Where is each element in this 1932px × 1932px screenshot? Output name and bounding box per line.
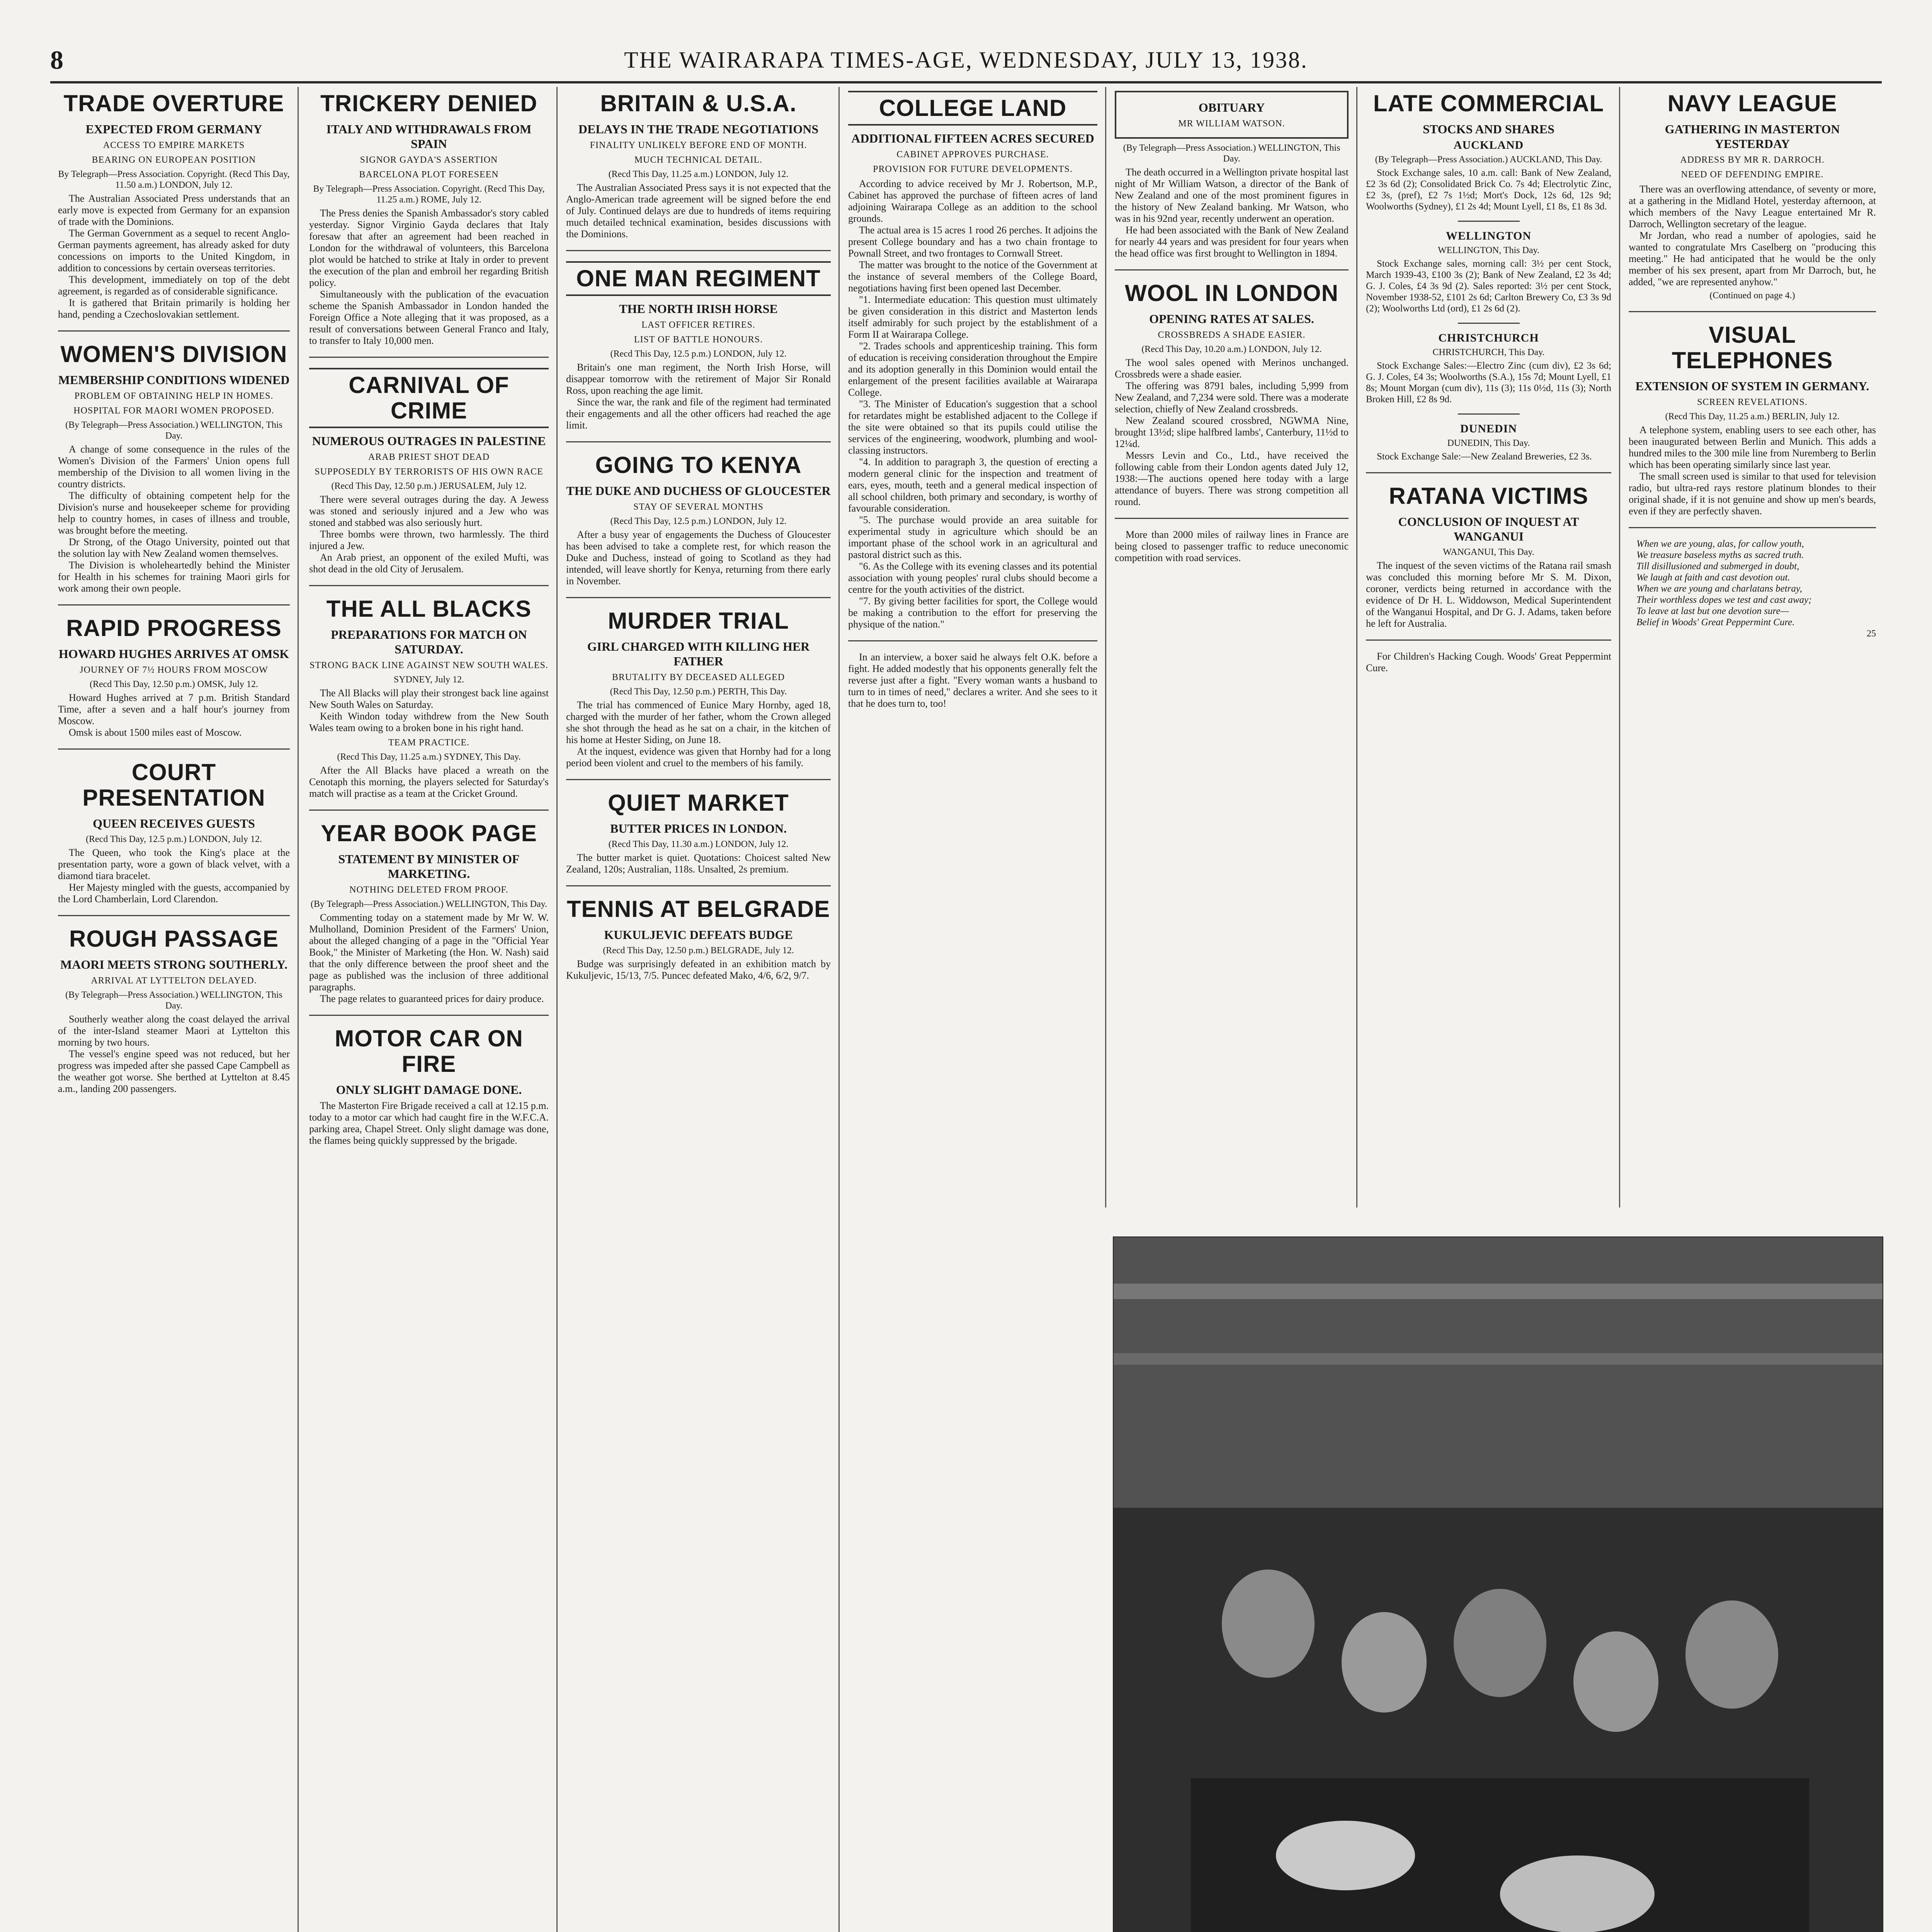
article-paragraph: Since the war, the rank and file of the regiment had terminated their engagements and all the other officers had reached the age limit. bbox=[566, 396, 831, 431]
article-paragraph: There were several outrages during the day. A Jewess was stoned and seriously injured and a Jew who was stoned and stabbed was also seriously hurt. bbox=[309, 494, 549, 528]
headline-motor-car-on-fire: MOTOR CAR ON FIRE bbox=[335, 1026, 523, 1077]
article-paragraph: "7. By giving better facilities for sport, the College would be making a contribution to the effort for preserving the physique of the nation." bbox=[848, 595, 1097, 630]
article-paragraph: Commenting today on a statement made by Mr W. W. Mulholland, Dominion President of the Farmers' Union, about the alleged changing of a page in the "Official Year Book," the Minister of Marketing (the Hon. W. Nash) said that the only difference between the proof sheet and the page as published was the inclusion of three additional paragraphs. bbox=[309, 912, 549, 993]
market-report: Stock Exchange Sale:—New Zealand Breweries, £2 3s. bbox=[1377, 451, 1592, 462]
byline: (Recd This Day, 12.5 p.m.) LONDON, July 12. bbox=[610, 349, 787, 359]
headline-carnival-of-crime: CARNIVAL OF CRIME bbox=[309, 368, 549, 428]
byline: (Recd This Day, 12.5 p.m.) LONDON, July 12. bbox=[610, 516, 787, 526]
article-paragraph: The Division is wholeheartedly behind the Minister for Health in his schemes for training Maori girls for work among their own people. bbox=[58, 560, 290, 594]
article-paragraph: A telephone system, enabling users to see each other, has been inaugurated between Berlin and Munich. This adds a hundred miles to the 300 mile line from Nuremberg to Berlin which has been operating similarly since last year. bbox=[1629, 424, 1876, 470]
article-paragraph: The wool sales opened with Merinos unchanged. Crossbreds were a shade easier. bbox=[1115, 357, 1349, 380]
column-2 bbox=[309, 87, 549, 1146]
article-paragraph: Messrs Levin and Co., Ltd., have received the following cable from their London agents dated July 12, 1938:—The auctions opened here today with a large attendance of buyers. There was strong competition all round. bbox=[1115, 450, 1349, 507]
column-5 bbox=[1115, 87, 1349, 564]
article-paragraph: "2. Trades schools and apprenticeship training. This form of education is receiving consideration throughout the Empire and its adoption generally in this Dominion would entail the enlargement of the present facilities available at Wairarapa College. bbox=[848, 340, 1097, 398]
article-paragraph: A change of some consequence in the rules of the Women's Division of the Farmers' Union opens full membership of the Division to all women living in the country districts. bbox=[58, 444, 290, 490]
column-rule bbox=[298, 87, 299, 1932]
filler-paragraph: In an interview, a boxer said he always felt O.K. before a fight. He added modestly that his opponents generally felt the reverse just after a fight. "Every woman wants a husband to turn to in times of need," declares a writer. And she sees to it that he does turn to, too! bbox=[848, 651, 1097, 709]
deck: PREPARATIONS FOR MATCH ON SATURDAY. bbox=[331, 628, 527, 656]
article-paragraph: The All Blacks will play their strongest back line against New South Wales on Saturday. bbox=[309, 687, 549, 710]
deck: DELAYS IN THE TRADE NEGOTIATIONS bbox=[578, 122, 819, 136]
byline: (By Telegraph—Press Association.) WELLINGTON, This Day. bbox=[65, 420, 282, 441]
headline-wool-in-london: WOOL IN LONDON bbox=[1125, 280, 1338, 306]
byline: By Telegraph—Press Association. Copyright. (Recd This Day, 11.50 a.m.) LONDON, July 12. bbox=[58, 169, 290, 190]
obituary-box bbox=[1115, 91, 1349, 139]
market-report: Stock Exchange sales, 10 a.m. call: Bank of New Zealand, £2 3s 6d (2); Consolidated Brick Co. 7s 4d; Electrolytic Zinc, £2 3s, (pref), £2 7s 1½d; Mort's Dock, 12s 6d, 12s 9d; Woolworths (Sydney), £1 2s 4d; Mount Lyell, £1 8s, £1 8s 3d. bbox=[1366, 168, 1611, 212]
article-paragraph: "6. As the College with its evening classes and its potential association with young peoples' rural clubs should become a centre for the youth activities of the district. bbox=[848, 561, 1097, 595]
byline: By Telegraph—Press Association. Copyright. (Recd This Day, 11.25 a.m.) ROME, July 12. bbox=[313, 184, 545, 205]
subdeck: HOSPITAL FOR MAORI WOMEN PROPOSED. bbox=[73, 406, 274, 416]
continued-note: (Continued on page 4.) bbox=[1709, 291, 1795, 301]
article-paragraph: The matter was brought to the notice of the Government at the instance of several members of the College Board, negotiations having first been opened last December. bbox=[848, 259, 1097, 294]
article-paragraph: It is gathered that Britain primarily is holding her hand, pending a Czechoslovakian settlement. bbox=[58, 297, 290, 320]
byline: (Recd This Day, 11.25 a.m.) BERLIN, July 12. bbox=[1665, 412, 1840, 422]
subdeck: SIGNOR GAYDA'S ASSERTION bbox=[360, 155, 498, 165]
headline-murder-trial: MURDER TRIAL bbox=[608, 608, 789, 634]
article-paragraph: The death occurred in a Wellington private hospital last night of Mr William Watson, a director of the Bank of New Zealand and one of the most prominent figures in the history of New Zealand banking. Mr Watson, who was in his 92nd year, recently underwent an operation. bbox=[1115, 167, 1349, 224]
poem-line: We laugh at faith and cast devotion out. bbox=[1636, 572, 1790, 583]
deck: NUMEROUS OUTRAGES IN PALESTINE bbox=[312, 434, 546, 448]
article-paragraph: The actual area is 15 acres 1 rood 26 perches. It adjoins the present College boundary and has a two chain frontage to Pownall Street, and two frontages to Cornwall Street. bbox=[848, 224, 1097, 259]
market-title-christchurch: CHRISTCHURCH bbox=[1438, 332, 1539, 344]
byline: (By Telegraph—Press Association.) WELLINGTON, This Day. bbox=[310, 899, 548, 909]
byline: (Recd This Day, 11.30 a.m.) LONDON, July 12. bbox=[608, 839, 789, 849]
deck: THE NORTH IRISH HORSE bbox=[619, 302, 778, 316]
article-paragraph: The Queen, who took the King's place at the presentation party, wore a gown of black velvet, with a diamond tiara bracelet. bbox=[58, 847, 290, 881]
subdeck: BEARING ON EUROPEAN POSITION bbox=[92, 155, 256, 165]
byline: (Recd This Day, 11.25 a.m.) SYDNEY, This Day. bbox=[337, 752, 521, 762]
subdeck: ARRIVAL AT LYTTELTON DELAYED. bbox=[91, 976, 257, 986]
market-title-wellington: WELLINGTON bbox=[1446, 230, 1532, 242]
deck: GIRL CHARGED WITH KILLING HER FATHER bbox=[587, 639, 810, 668]
obituary-label: OBITUARY bbox=[1198, 100, 1265, 114]
article-paragraph: New Zealand scoured crossbred, NGWMA Nine, brought 13½d; slipe halfbred lambs', Canterbury, 11½d to 12¼d. bbox=[1115, 415, 1349, 449]
subdeck: CABINET APPROVES PURCHASE. bbox=[896, 150, 1049, 160]
subdeck: JOURNEY OF 7½ HOURS FROM MOSCOW bbox=[80, 665, 268, 675]
subdeck: CROSSBREDS A SHADE EASIER. bbox=[1158, 330, 1306, 340]
headline-navy-league: NAVY LEAGUE bbox=[1667, 90, 1837, 116]
byline: SYDNEY, July 12. bbox=[393, 675, 464, 685]
article-paragraph: The German Government as a sequel to recent Anglo-German payments agreement, has already asked for duty concessions on imports to the United Kingdom, in addition to concessions by certain overseas territories. bbox=[58, 228, 290, 274]
article-paragraph: An Arab priest, an opponent of the exiled Mufti, was shot dead in the old City of Jerusalem. bbox=[309, 552, 549, 575]
deck: HOWARD HUGHES ARRIVES AT OMSK bbox=[58, 647, 289, 661]
headline-tennis-at-belgrade: TENNIS AT BELGRADE bbox=[566, 896, 830, 922]
byline: CHRISTCHURCH, This Day. bbox=[1432, 347, 1545, 357]
byline: (By Telegraph—Press Association.) WELLINGTON, This Day. bbox=[65, 990, 282, 1011]
obituary-name: MR WILLIAM WATSON. bbox=[1178, 119, 1285, 129]
subdeck: MUCH TECHNICAL DETAIL. bbox=[634, 155, 763, 165]
article-paragraph: The offering was 8791 bales, including 5,999 from New Zealand, and 7,234 were sold. There was a moderate selection, chiefly of New Zealand crossbreds. bbox=[1115, 380, 1349, 415]
byline: (Recd This Day, 12.50 p.m.) PERTH, This Day. bbox=[610, 687, 787, 697]
subdeck: STRONG BACK LINE AGAINST NEW SOUTH WALES. bbox=[310, 660, 548, 670]
column-1 bbox=[58, 87, 290, 1095]
market-report: Stock Exchange sales, morning call: 3½ per cent Stock, March 1939-43, £100 3s (2); Bank of New Zealand, £2 3s 4d; G. J. Coles, £4 3s 9d (2). Sales reported: 3½ per cent Stock, November 1938-52, £101 2s 6d; Carlton Brewery Co, £3 3s 9d (2); Woolworths Ltd (ord), £1 2s 6d (2). bbox=[1366, 259, 1611, 314]
article-paragraph: "1. Intermediate education: This question must ultimately be given consideration in this district and Masterton lends itself admirably for such project by the establishment of a Form II at Wairarapa College. bbox=[848, 294, 1097, 340]
article-paragraph: "4. In addition to paragraph 3, the question of erecting a modern general clinic for the inspection and treatment of ears, eyes, mouth, teeth and a general medical inspection of all school children, both primary and secondary, is worthy of favourable consideration. bbox=[848, 456, 1097, 514]
article-paragraph: Her Majesty mingled with the guests, accompanied by the Lord Chamberlain, Lord Clarendon. bbox=[58, 882, 290, 905]
byline: (Recd This Day, 12.50 p.m.) BELGRADE, July 12. bbox=[603, 946, 794, 956]
deck: ONLY SLIGHT DAMAGE DONE. bbox=[336, 1083, 522, 1097]
byline: (Recd This Day, 12.50 p.m.) OMSK, July 12. bbox=[90, 679, 258, 689]
article-paragraph: Budge was surprisingly defeated in an exhibition match by Kukuljevic, 15/13, 7/5. Puncec defeated Mako, 4/6, 6/2, 9/7. bbox=[566, 958, 831, 981]
article-paragraph: The inquest of the seven victims of the Ratana rail smash was concluded this morning before Mr S. M. Dixon, coroner, verdicts being returned in accordance with the evidence of Dr H. L. Widdowson, Medical Superintendent of the Wanganui Hospital, and Dr G. J. Adams, taken before he left for Australia. bbox=[1366, 560, 1611, 629]
deck: GATHERING IN MASTERTON YESTERDAY bbox=[1665, 122, 1840, 151]
poem-line: We treasure baseless myths as sacred truth. bbox=[1636, 550, 1804, 560]
byline: (Recd This Day, 11.25 a.m.) LONDON, July 12. bbox=[608, 169, 789, 179]
deck: ITALY AND WITHDRAWALS FROM SPAIN bbox=[326, 122, 532, 151]
article-paragraph: Southerly weather along the coast delayed the arrival of the inter-Island steamer Maori at Lyttelton this morning by two hours. bbox=[58, 1014, 290, 1048]
subdeck: NEED OF DEFENDING EMPIRE. bbox=[1681, 170, 1824, 180]
article-paragraph: Keith Windon today withdrew from the New South Wales team owing to a broken bone in his right hand. bbox=[309, 711, 549, 733]
subdeck: SUPPOSEDLY BY TERRORISTS OF HIS OWN RACE bbox=[315, 467, 543, 477]
article-paragraph: The Masterton Fire Brigade received a call at 12.15 p.m. today to a motor car which had caught fire in the W.F.C.A. parking area, Chapel Street. Only slight damage was done, the flames being quickly suppressed by the brigade. bbox=[309, 1100, 549, 1146]
deck: MEMBERSHIP CONDITIONS WIDENED bbox=[58, 373, 290, 387]
column-6 bbox=[1366, 87, 1611, 674]
subdeck: LAST OFFICER RETIRES. bbox=[641, 320, 755, 330]
masthead bbox=[50, 39, 1882, 83]
headline-one-man-regiment: ONE MAN REGIMENT bbox=[566, 261, 831, 296]
column-rule bbox=[1105, 87, 1106, 1208]
byline: (Recd This Day, 12.50 p.m.) JERUSALEM, July 12. bbox=[331, 481, 527, 491]
headline-late-commercial: LATE COMMERCIAL bbox=[1373, 90, 1604, 116]
column-rule bbox=[838, 87, 840, 1932]
photo-pilgrims bbox=[1113, 1236, 1883, 1932]
byline: DUNEDIN, This Day. bbox=[1447, 438, 1530, 448]
article-paragraph: The trial has commenced of Eunice Mary Hornby, aged 18, charged with the murder of her father, whom the Crown alleged she shot through the head as he sat on a chair, in the kitchen of his home at Hester Siding, on June 18. bbox=[566, 699, 831, 745]
article-paragraph: Mr Jordan, who read a number of apologies, said he wanted to congratulate Mrs Caselberg on "producing this meeting." He had anticipated that he would be the only member of his sex present, apart from Mr Darroch, but, he added, "we are represented anyhow." bbox=[1629, 230, 1876, 287]
subdeck: PROBLEM OF OBTAINING HELP IN HOMES. bbox=[74, 391, 274, 401]
byline: WANGANUI, This Day. bbox=[1443, 547, 1534, 557]
byline: (Recd This Day, 10.20 a.m.) LONDON, July 12. bbox=[1141, 344, 1322, 354]
headline-court-presentation: COURT PRESENTATION bbox=[82, 759, 265, 811]
deck: THE DUKE AND DUCHESS OF GLOUCESTER bbox=[566, 484, 831, 498]
market-title-dunedin: DUNEDIN bbox=[1460, 422, 1517, 435]
deck: KUKULJEVIC DEFEATS BUDGE bbox=[604, 928, 793, 942]
poem-line: Belief in Woods' Great Peppermint Cure. bbox=[1636, 617, 1795, 628]
article-paragraph: The butter market is quiet. Quotations: Choicest salted New Zealand, 120s; Australian, 118s. Unsalted, 2s premium. bbox=[566, 852, 831, 875]
market-title-auckland: AUCKLAND bbox=[1453, 139, 1524, 151]
article-paragraph: The Press denies the Spanish Ambassador's story cabled yesterday. Signor Virginio Gayda declares that Italy foresaw that after an agreement had been reached in London for the withdrawal of volunteers, this Barcelona plot would be hatched to strike at Italy in order to prevent the execution of the plan and embroil her regarding British policy. bbox=[309, 207, 549, 288]
subdeck: PROVISION FOR FUTURE DEVELOPMENTS. bbox=[873, 164, 1073, 174]
page-number: 8 bbox=[50, 45, 63, 75]
article-paragraph: He had been associated with the Bank of New Zealand for nearly 44 years and was president for four years when the head office was first brought to Wellington in 1894. bbox=[1115, 224, 1349, 259]
subdeck: BARCELONA PLOT FORESEEN bbox=[359, 170, 499, 180]
poem-line: Their worthless dopes we test and cast away; bbox=[1636, 595, 1812, 605]
headline-year-book-page: YEAR BOOK PAGE bbox=[321, 820, 537, 846]
headline-rapid-progress: RAPID PROGRESS bbox=[66, 615, 282, 641]
byline: (Recd This Day, 12.5 p.m.) LONDON, July 12. bbox=[86, 834, 262, 844]
article-paragraph: The Australian Associated Press understands that an early move is expected from Germany for an expansion of trade with the Dominions. bbox=[58, 193, 290, 227]
article-paragraph: The difficulty of obtaining competent help for the Division's nurse and housekeeper scheme for providing help to country homes, in cases of illness and trouble, was brought before the meeting. bbox=[58, 490, 290, 536]
poem-line: Till disillusioned and submerged in doubt, bbox=[1636, 561, 1799, 571]
advertisement: For Children's Hacking Cough. Woods' Great Peppermint Cure. bbox=[1366, 651, 1611, 673]
headline-college-land: COLLEGE LAND bbox=[848, 91, 1097, 126]
article-paragraph: Three bombs were thrown, two harmlessly. The third injured a Jew. bbox=[309, 529, 549, 551]
poem-line: When we are young, alas, for callow youth, bbox=[1636, 539, 1804, 549]
headline-ratana-victims: RATANA VICTIMS bbox=[1389, 483, 1588, 509]
subdeck: SCREEN REVELATIONS. bbox=[1697, 397, 1808, 407]
byline: (By Telegraph—Press Association.) WELLINGTON, This Day. bbox=[1123, 143, 1340, 164]
filler-paragraph: More than 2000 miles of railway lines in France are being closed to passenger traffic to reduce uneconomic competition with road services. bbox=[1115, 529, 1349, 563]
article-paragraph: The Australian Associated Press says it is not expected that the Anglo-American trade agreement will be signed before the end of July. Continued delays are due to hundreds of items requiring much detailed technical examination, besides discussions with the Dominions. bbox=[566, 182, 831, 240]
column-4 bbox=[848, 87, 1097, 709]
deck: STOCKS AND SHARES bbox=[1423, 122, 1554, 136]
article-paragraph: There was an overflowing attendance, of seventy or more, at a gathering in the Midland Hotel, yesterday afternoon, at which members of the Navy League entertained Mr R. Darroch, Wellington secretary of the league. bbox=[1629, 184, 1876, 230]
article-paragraph: The page relates to guaranteed prices for dairy produce. bbox=[320, 993, 544, 1004]
subdeck: NOTHING DELETED FROM PROOF. bbox=[349, 885, 509, 895]
newspaper-title: THE WAIRARAPA TIMES-AGE, WEDNESDAY, JULY 13, 1938. bbox=[624, 47, 1308, 73]
subdeck: BRUTALITY BY DECEASED ALLEGED bbox=[612, 672, 785, 682]
deck: EXPECTED FROM GERMANY bbox=[85, 122, 262, 136]
deck: EXTENSION OF SYSTEM IN GERMANY. bbox=[1635, 379, 1869, 393]
article-paragraph: Britain's one man regiment, the North Irish Horse, will disappear tomorrow with the retirement of Major Sir Ronald Ross, upon reaching the age limit. bbox=[566, 362, 831, 396]
deck: CONCLUSION OF INQUEST AT WANGANUI bbox=[1398, 515, 1579, 543]
column-7 bbox=[1629, 87, 1876, 639]
headline-going-to-kenya: GOING TO KENYA bbox=[595, 452, 802, 478]
article-paragraph: The vessel's engine speed was not reduced, but her progress was impeded after she passed Cape Campbell as the weather got worse. She berthed at Lyttelton at 8.45 a.m., landing 200 passengers. bbox=[58, 1048, 290, 1094]
subdeck: TEAM PRACTICE. bbox=[388, 738, 469, 748]
article-paragraph: "5. The purchase would provide an area suitable for experimental study in agriculture which should be an important phase of the school work in an agricultural and pastoral district such as this. bbox=[848, 514, 1097, 560]
byline: WELLINGTON, This Day. bbox=[1438, 245, 1539, 255]
deck: OPENING RATES AT SALES. bbox=[1149, 312, 1314, 326]
column-3 bbox=[566, 87, 831, 981]
article-paragraph: Omsk is about 1500 miles east of Moscow. bbox=[69, 727, 242, 738]
article-paragraph: The small screen used is similar to that used for television radio, but ultra-red rays restore platinum blondes to their original shade, if it is not genuine and show up men's beards, even if they are perfectly shaven. bbox=[1629, 471, 1876, 517]
poem-line: To leave at last but one devotion sure— bbox=[1636, 606, 1789, 616]
subdeck: ACCESS TO EMPIRE MARKETS bbox=[103, 140, 245, 150]
poem-number: 25 bbox=[1867, 629, 1876, 639]
column-rule bbox=[1356, 87, 1357, 1208]
column-rule bbox=[556, 87, 558, 1932]
deck: MAORI MEETS STRONG SOUTHERLY. bbox=[60, 957, 287, 971]
article-paragraph: At the inquest, evidence was given that Hornby had for a long period been violent and cruel to the members of his family. bbox=[566, 746, 831, 769]
headline-rough-passage: ROUGH PASSAGE bbox=[69, 926, 279, 952]
subdeck: FINALITY UNLIKELY BEFORE END OF MONTH. bbox=[590, 140, 807, 150]
article-paragraph: This development, immediately on top of the debt agreement, is regarded as of considerable significance. bbox=[58, 274, 290, 297]
article-paragraph: Howard Hughes arrived at 7 p.m. British Standard Time, after a seven and a half hour's journey from Moscow. bbox=[58, 692, 290, 726]
subdeck: ARAB PRIEST SHOT DEAD bbox=[368, 452, 490, 462]
headline-all-blacks: THE ALL BLACKS bbox=[326, 596, 532, 622]
article-paragraph: After a busy year of engagements the Duchess of Gloucester has been advised to take a complete rest, for which reason the Duke and Duchess, instead of going to Scotland as they had intended, will leave shortly for Kenya, returning from there early in November. bbox=[566, 529, 831, 587]
article-paragraph: After the All Blacks have placed a wreath on the Cenotaph this morning, the players selected for Saturday's match will practise as a team at the Cricket Ground. bbox=[309, 765, 549, 799]
article-paragraph: According to advice received by Mr J. Robertson, M.P., Cabinet has approved the purchase of fifteen acres of land adjoining Wairarapa College as an addition to the school grounds. bbox=[848, 178, 1097, 224]
column-rule bbox=[1619, 87, 1620, 1208]
article-paragraph: Simultaneously with the publication of the evacuation scheme the Spanish Ambassador in London handed the Foreign Office a Note alleging that it was proposed, as a result of conversations between General Franco and Italy, to transfer to Italy 10,000 men. bbox=[309, 289, 549, 346]
deck: STATEMENT BY MINISTER OF MARKETING. bbox=[338, 852, 520, 881]
headline-trickery-denied: TRICKERY DENIED bbox=[320, 90, 537, 116]
headline-visual-telephones: VISUAL TELEPHONES bbox=[1672, 322, 1833, 373]
deck: QUEEN RECEIVES GUESTS bbox=[93, 816, 255, 830]
article-paragraph: "3. The Minister of Education's suggestion that a school for retardates might be established adjacent to the College if the site were obtained so that its pupils could utilise the services of the engineering, woodwork, plumbing and wool-classing instructors. bbox=[848, 398, 1097, 456]
poem-line: When we are young and charlatans betray, bbox=[1636, 583, 1802, 594]
subdeck: STAY OF SEVERAL MONTHS bbox=[633, 502, 764, 512]
deck: BUTTER PRICES IN LONDON. bbox=[610, 821, 787, 835]
deck: ADDITIONAL FIFTEEN ACRES SECURED bbox=[851, 131, 1094, 145]
headline-quiet-market: QUIET MARKET bbox=[608, 790, 789, 816]
headline-britain-usa: BRITAIN & U.S.A. bbox=[600, 90, 797, 116]
subdeck: ADDRESS BY MR R. DARROCH. bbox=[1680, 155, 1825, 165]
article-paragraph: Dr Strong, of the Otago University, pointed out that the solution lay with New Zealand women themselves. bbox=[58, 536, 290, 559]
headline-womens-division: WOMEN'S DIVISION bbox=[60, 341, 287, 367]
subdeck: LIST OF BATTLE HONOURS. bbox=[634, 335, 763, 345]
market-report: Stock Exchange Sales:—Electro Zinc (cum div), £2 3s 6d; G. J. Coles, £4 3s; Woolworths (S.A.), 15s 7d; Mount Lyell, £1 8s; Mount Morgan (cum div), 11s (3); 11s 0½d, 11s (3); North Broken Hill, £2 8s 9d. bbox=[1366, 361, 1611, 405]
headline-trade-overture: TRADE OVERTURE bbox=[63, 90, 284, 116]
byline: (By Telegraph—Press Association.) AUCKLAND, This Day. bbox=[1375, 155, 1602, 165]
